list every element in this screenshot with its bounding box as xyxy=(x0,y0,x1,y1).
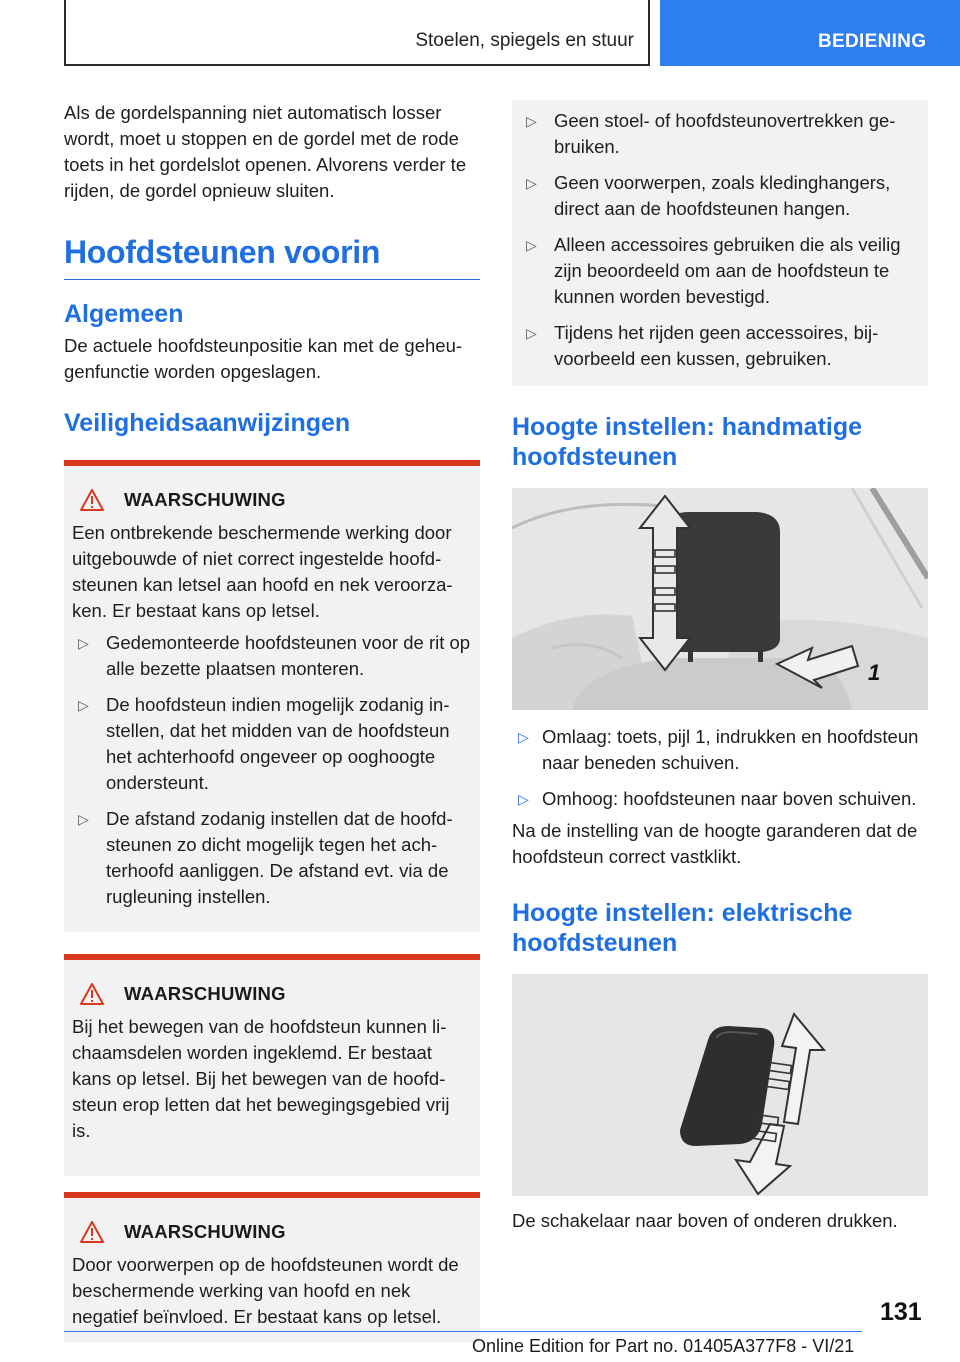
list-item: ▷ Omhoog: hoofdsteunen naar boven schuiven. xyxy=(512,786,928,812)
list-item: ▷ Gedemonteerde hoofdsteunen voor de rit op alle bezette plaatsen monteren. xyxy=(78,632,471,679)
triangle-bullet-icon: ▷ xyxy=(78,635,89,651)
warning-triangle-icon xyxy=(80,1221,104,1243)
warning-text: Bij het bewegen van de hoofdsteun kunnen lichaamsdelen worden ingeklemd. Er bestaat kans op letsel. Bij het bewegen van de hoofdsteun erop letten dat het bewegingsgebied vrij is. xyxy=(72,1016,450,1141)
manual-headrest-illustration xyxy=(512,488,928,710)
main-heading: Hoofdsteunen voorin xyxy=(64,234,480,280)
warning-continuation-box xyxy=(512,100,928,386)
footer-edition: Online Edition for Part no. 01405A377F8 - VI/21 xyxy=(472,1336,855,1356)
electric-switch-illustration xyxy=(512,974,928,1196)
general-paragraph: De actuele hoofdsteunpositie kan met de geheugenfunctie worden opgeslagen. xyxy=(64,335,463,382)
electric-caption: De schakelaar naar boven of onderen drukken. xyxy=(512,1210,898,1231)
triangle-bullet-icon: ▷ xyxy=(526,325,537,341)
list-item: ▷ Omlaag: toets, pijl 1, indrukken en hoofdsteun naar beneden schuiven. xyxy=(518,726,919,773)
list-item: ▷ Geen voorwerpen, zoals kledinghangers, direct aan de hoofdsteunen hangen. xyxy=(526,172,891,219)
triangle-bullet-icon: ▷ xyxy=(78,697,89,713)
warning-title: WAARSCHUWING xyxy=(124,983,286,1004)
warning-title: WAARSCHUWING xyxy=(124,1221,286,1242)
warning-text: Een ontbrekende beschermende werking door uitgebouwde of niet correct ingestelde hoofdsteunen kan letsel aan hoofd en nek veroorzaken. Er bestaat kans op letsel. xyxy=(72,522,453,621)
list-item: ▷ De hoofdsteun indien mogelijk zodanig instellen, dat het midden van de hoofdsteun het achterhoofd ongeveer op ooghoogte ondersteunt. xyxy=(78,694,450,793)
warning-triangle-icon xyxy=(80,489,104,511)
chapter-tab xyxy=(660,0,960,66)
manual-height-list xyxy=(512,724,928,812)
right-column xyxy=(512,100,928,1234)
list-item: ▷ De afstand zodanig instellen dat de hoofdsteunen zo dicht mogelijk tegen het achterhoofd aanliggen. De afstand evt. via de rugleuning instellen. xyxy=(78,808,453,907)
warning-box-3 xyxy=(64,1192,480,1342)
triangle-bullet-icon: ▷ xyxy=(518,729,529,745)
heading-electric-height: Hoogte instellen: elektrische hoofdsteunen xyxy=(512,899,853,957)
callout-number: 1 xyxy=(868,660,881,685)
warning-title: WAARSCHUWING xyxy=(124,489,286,510)
warning-box-2 xyxy=(64,954,480,1176)
page-number: 131 xyxy=(880,1298,922,1326)
manual-height-note: Na de instelling van de hoogte garanderen dat de hoofdsteun correct vastklikt. xyxy=(512,820,918,867)
heading-manual-height: Hoogte instellen: handmatige hoofdsteunen xyxy=(512,413,863,471)
triangle-bullet-icon: ▷ xyxy=(526,175,537,191)
section-title: Stoelen, spiegels en stuur xyxy=(415,30,634,51)
list-item: ▷ Tijdens het rijden geen accessoires, bijvoorbeeld een kussen, gebruiken. xyxy=(526,322,879,369)
heading-safety: Veiligheidsaanwijzingen xyxy=(64,409,351,437)
warning-text: Door voorwerpen op de hoofdsteunen wordt de beschermende werking van hoofd en nek negatief beïnvloed. Er bestaat kans op letsel. xyxy=(72,1254,459,1327)
manual-headrest-drawing xyxy=(512,488,928,710)
chapter-tab-label: BEDIENING xyxy=(818,31,927,52)
warning-header xyxy=(72,1218,472,1246)
warning-header xyxy=(72,486,472,514)
warning-triangle-icon xyxy=(80,983,104,1005)
triangle-bullet-icon: ▷ xyxy=(526,113,537,129)
electric-switch-drawing xyxy=(512,974,928,1196)
list-item: ▷ Geen stoel- of hoofdsteunovertrekken gebruiken. xyxy=(526,110,896,157)
footer-rule xyxy=(64,1331,862,1332)
list-item: ▷ Alleen accessoires gebruiken die als veilig zijn beoordeeld om aan de hoofdsteun te kunnen worden bevestigd. xyxy=(526,234,901,307)
warning-box-1 xyxy=(64,460,480,932)
triangle-bullet-icon: ▷ xyxy=(518,791,529,807)
triangle-bullet-icon: ▷ xyxy=(526,237,537,253)
warning-list xyxy=(72,630,472,910)
warning-header xyxy=(72,980,472,1008)
left-column xyxy=(64,100,480,1342)
heading-general: Algemeen xyxy=(64,300,184,328)
triangle-bullet-icon: ▷ xyxy=(78,811,89,827)
warning-list-continued xyxy=(520,108,916,372)
intro-paragraph: Als de gordelspanning niet automatisch losser wordt, moet u stoppen en de gordel met de rode toets in het gordelslot openen. Alvorens verder te rijden, de gordel opnieuw sluiten. xyxy=(64,102,467,201)
header-frame xyxy=(64,0,650,66)
